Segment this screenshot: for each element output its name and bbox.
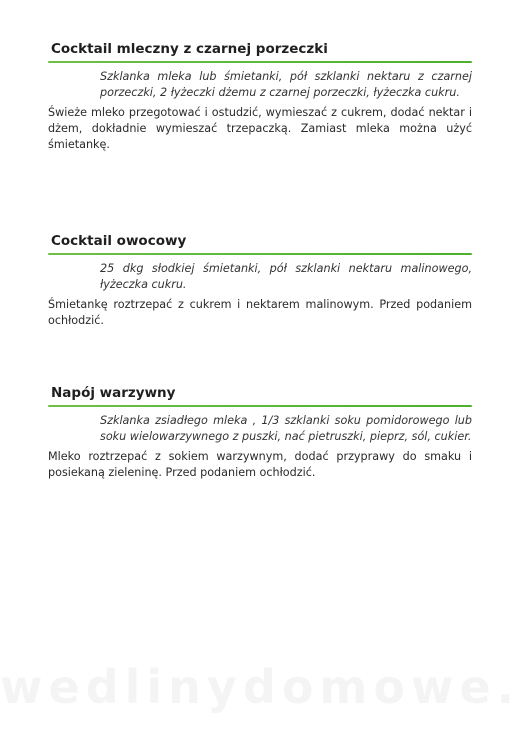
recipe-title: Cocktail owocowy <box>51 233 187 249</box>
recipe-method: Śmietankę roztrzepać z cukrem i nektarem malinowym. Przed podaniem ochłodzić. <box>48 298 472 327</box>
recipe-vegetable-drink <box>48 384 472 481</box>
recipe-blackcurrant-milk-cocktail <box>48 40 472 153</box>
recipe-ingredients: 25 dkg słodkiej śmietanki, pół szklanki nektaru malinowego, łyżeczka cukru. <box>100 262 472 291</box>
recipe-ingredients: Szklanka zsiadłego mleka , 1/3 szklanki soku pomidorowego lub soku wielowarzywnego z puszki, nać pietruszki, pieprz, sól, cukier. <box>100 414 472 443</box>
recipe-method: Świeże mleko przegotować i ostudzić, wymieszać z cukrem, dodać nektar i dżem, dokładnie wymieszać trzepaczką. Zamiast mleka można użyć śmietankę. <box>48 106 472 151</box>
watermark <box>0 660 519 714</box>
recipe-fruit-cocktail <box>48 232 472 329</box>
recipe-method: Mleko roztrzepać z sokiem warzywnym, dodać przyprawy do smaku i posiekaną zieleninę. Przed podaniem ochłodzić. <box>48 450 472 479</box>
recipe-ingredients: Szklanka mleka lub śmietanki, pół szklanki nektaru z czarnej porzeczki, 2 łyżeczki dżemu z czarnej porzeczki, łyżeczka cukru. <box>100 70 472 99</box>
green-divider <box>48 405 472 407</box>
green-divider <box>48 253 472 255</box>
recipe-title: Napój warzywny <box>51 385 176 401</box>
recipe-title: Cocktail mleczny z czarnej porzeczki <box>51 41 328 57</box>
green-divider <box>48 61 472 63</box>
